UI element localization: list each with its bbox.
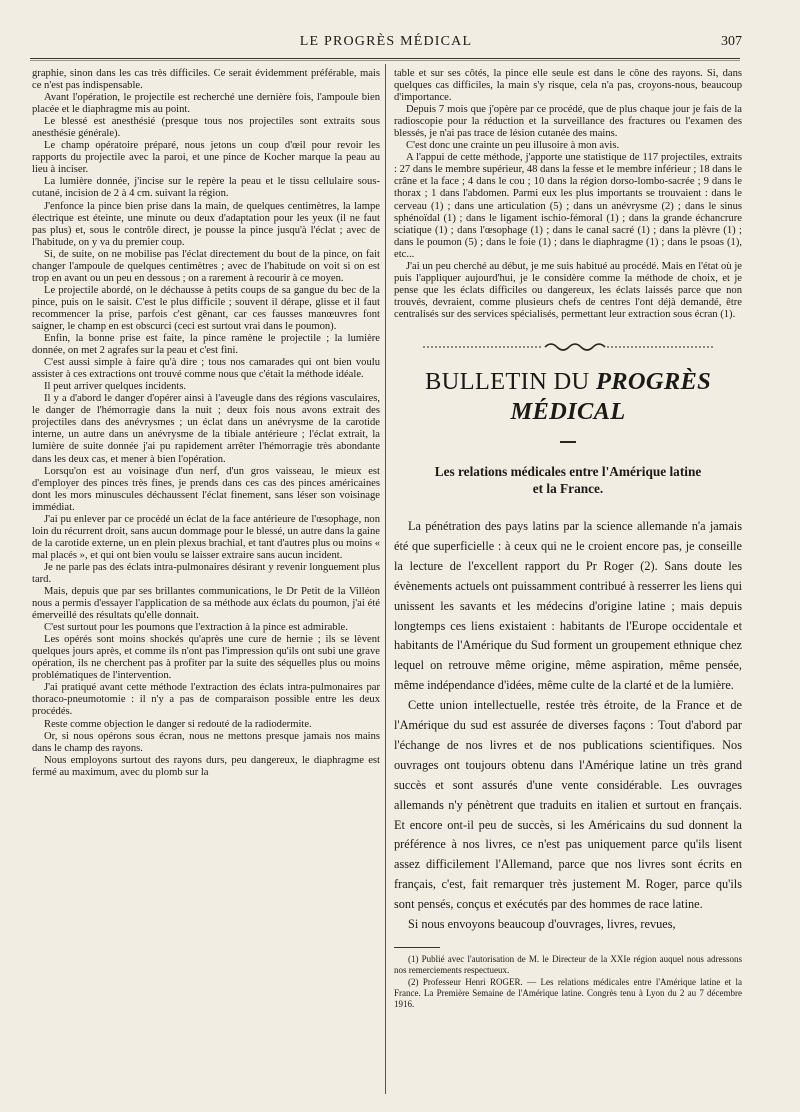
article-paragraph: La pénétration des pays latins par la science allemande n'a jamais été que superficielle : à ceux qui ne le croient encore pas, je conseille la lecture de l'excellent rapport du Pr Roger (2). Sans doute les évènements actuels ont puissamment contribué à resserrer les liens qui unissent les savants et les médecins d'origine latine ; mais depuis longtemps ces liens existaient : habitants de l'Europe occidentale et habitants de l'Amérique du Sud forment un groupement ethnique chez lequel on retrouve même origine, même aspiration, même pensée, même indépendance d'idées, même culte de la clarté et de la lumière.	[394, 518, 742, 693]
title-dash	[560, 441, 576, 443]
ornamental-separator	[394, 341, 742, 355]
paragraph: J'ai pratiqué avant cette méthode l'extraction des éclats intra-pulmonaires par thoraco-pneumotomie : il n'y a pas de comparaison possible entre les deux procédés.	[32, 682, 380, 718]
footnote: (1) Publié avec l'autorisation de M. le Directeur de la XXIe région auquel nous adressons nos remerciements respectueux.	[394, 954, 742, 976]
footnote: (2) Professeur Henri ROGER. — Les relations médicales entre l'Amérique latine et la France. La Première Semaine de l'Amérique latine. Congrès tenu à Lyon du 2 au 7 décembre 1916.	[394, 976, 742, 1010]
paragraph: J'ai pu enlever par ce procédé un éclat de la face antérieure de l'œsophage, non loin du récurrent droit, sans aucun dommage pour le blessé, un autre dans la gaine de la carotide externe, un en plein plexus brachial, et tant d'autres plus ou moins « mal placés », et qui ont bien voulu se laisser extraire sans aucun incident.	[32, 513, 380, 561]
paragraph: Reste comme objection le danger si redouté de la radiodermite.	[44, 718, 312, 730]
paragraph: Les opérés sont moins shockés qu'après une cure de hernie ; ils se lèvent quelques jours après, et comme ils n'ont pas l'impression qu'ils ont subi une grave opération, ils ne cherchent pas à profiter par la suite des séquelles plus ou moins problématiques de l'intervention.	[32, 634, 380, 682]
paragraph: Le projectile abordé, on le déchausse à petits coups de sa gangue du bec de la pince, puis on le saisit. C'est le plus difficile ; souvent il dérape, glisse et il faut recommencer la prise, parfois c'est gênant, car ces fausses manœuvres font saigner, le champ en est obscurci (ceci est surtout vrai dans le poumon).	[32, 284, 380, 332]
page-header	[30, 32, 742, 54]
running-title: LE PROGRÈS MÉDICAL	[299, 34, 473, 49]
paragraph: Si, de suite, on ne mobilise pas l'éclat directement du bout de la pince, on fait changer l'ampoule de quelques centimètres ; avec de l'habitude on voit si on est trop en avant ou un peu en dessous ; on a rarement à recourir à ce moyen.	[32, 248, 380, 284]
header-rule	[30, 58, 740, 61]
article-title	[394, 463, 742, 497]
article-paragraph: Cette union intellectuelle, restée très étroite, de la France et de l'Amérique du sud est assurée de diverses façons : Tout d'abord par l'échange de nos livres et de nos publications scientifiques. Nos ouvrages ont toujours obtenu dans l'Amérique latine un très grand succès et sont assurés d'une vente considérable. Les ouvrages allemands n'y pénètrent que traduits en italien et surtout en français. Et encore ont-il peu de succès, si les Américains du sud donnent la préférence à nos livres, ce n'est pas uniquement parce qu'ils lisent assez difficilement l'Allemand, parce que nos livres sont écrits en français, c'est, fait remarquer très justement M. Roger, parce qu'ils sont pensés, conçus et exécutés par des hommes de race latine.	[394, 698, 742, 912]
paragraph: Il peut arriver quelques incidents.	[44, 381, 187, 393]
right-column	[394, 68, 742, 1011]
article-paragraph: Si nous envoyons beaucoup d'ouvrages, livres, revues,	[408, 917, 676, 932]
paragraph: A l'appui de cette méthode, j'apporte une statistique de 117 projectiles, extraits : 27 dans le membre supérieur, 48 dans la fesse et le membre inférieur ; 18 dans le crâne et la face ; 4 dans le cou ; 10 dans la région dorso-lombo-sacrée ; 9 dans le thorax ; 1 dans l'abdomen. Parmi eux les plus importants se trouvaient : dans le cerveau (1) ; dans une articulation (5) ; dans un anévrysme (2) ; dans le sinus sphénoïdal (1) ; dans le ligament ischio-fémoral (1) ; dans la grande échancrure sciatique (1) ; dans l'œsophage (1) ; dans le canal sacré (1) ; dans la plèvre (1) ; dans le poumon (5) ; dans le foie (1) ; dans le diaphragme (1) ; dans le psoas (1), etc...	[394, 152, 742, 260]
paragraph: J'enfonce la pince bien prise dans la main, de quelques centimètres, la lampe électrique est éteinte, une minute ou deux d'adaptation pour les yeux (il ne faut pas plus) et, sous le contrôle direct, je pousse la pince jusqu'à l'éclat ; avec de l'habitude, on y va du premier coup.	[32, 200, 380, 248]
paragraph: Mais, depuis que par ses brillantes communications, le Dr Petit de la Villéon nous a permis d'essayer l'application de sa méthode aux éclats du poumon, j'ai été émerveillé des résultats qu'elle donnait.	[32, 586, 380, 622]
bulletin-heading	[394, 367, 742, 427]
paragraph: C'est aussi simple à faire qu'à dire ; tous nos camarades qui ont bien voulu assister à ces extractions ont trouvé comme nous que c'était la méthode idéale.	[32, 357, 380, 381]
left-column	[32, 68, 380, 779]
paragraph: C'est surtout pour les poumons que l'extraction à la pince est admirable.	[44, 622, 348, 634]
bulletin-heading-emphasis: PROGRÈS MÉDICAL	[510, 367, 712, 425]
paragraph: Avant l'opération, le projectile est recherché une dernière fois, l'ampoule bien placée et le diaphragme mis au point.	[32, 92, 380, 116]
footnote-rule	[394, 947, 440, 948]
paragraph: Depuis 7 mois que j'opère par ce procédé, que de plus chaque jour je fais de la radioscopie pour la réduction et la surveillance des fractures ou l'examen des blessés, je n'ai pas trace de lésion cutanée des mains.	[394, 104, 742, 140]
paragraph: Nous employons surtout des rayons durs, peu dangereux, le diaphragme est fermé au maximum, avec du plomb sur la	[32, 754, 380, 778]
paragraph: Le champ opératoire préparé, nous jetons un coup d'œil pour revoir les rapports du projectile avec la paroi, et une pince de Kocher marque la peau au lieu à inciser.	[32, 140, 380, 176]
paragraph: graphie, sinon dans les cas très difficiles. Ce serait évidemment préférable, mais ce n'est pas indispensable.	[32, 68, 380, 92]
article-title-line-1: Les relations médicales entre l'Amérique latine	[434, 463, 702, 479]
paragraph: Enfin, la bonne prise est faite, la pince ramène le projectile ; la lumière donnée, on met 2 agrafes sur la peau et c'est fini.	[32, 333, 380, 357]
paragraph: Or, si nous opérons sous écran, nous ne mettons presque jamais nos mains dans le champ des rayons.	[32, 730, 380, 754]
ornament-graphic	[423, 341, 713, 353]
paragraph: Lorsqu'on est au voisinage d'un nerf, d'un gros vaisseau, le mieux est d'employer des pinces très fines, je prends dans ces cas des pinces américaines dont les mors minuscules déchaussent l'éclat finement, sans léser son voisinage immédiat.	[32, 465, 380, 513]
paragraph: Il y a d'abord le danger d'opérer ainsi à l'aveugle dans des régions vasculaires, le danger de l'hémorragie dans la nuit ; deux fois nous avons extrait des projectiles dans des anévrysmes ; un éclat dans un anévrysme de la carotide interne, un autre dans un anévrysme de la tibiale antérieure ; l'éclat extrait, la lumière de suite donnée j'ai pu rapidement arrêter l'hémorragie très abondante dans les deux cas, et mener à bien l'opération.	[32, 393, 380, 465]
column-divider	[385, 64, 386, 1094]
bulletin-heading-prefix: BULLETIN DU	[424, 367, 596, 395]
page-number: 307	[721, 34, 742, 49]
paragraph: La lumière donnée, j'incise sur le repère la peau et le tissu cellulaire sous-cutané, incision de 2 à 4 cm. suivant la région.	[32, 176, 380, 200]
paragraph: Le blessé est anesthésié (presque tous nos projectiles sont extraits sous anesthésie générale).	[32, 116, 380, 140]
article-title-line-2: et la France.	[532, 480, 604, 496]
paragraph: table et sur ses côtés, la pince elle seule est dans le cône des rayons. Si, dans quelques cas difficiles, la main s'y risque, cela n'a pas, croyons-nous, beaucoup d'importance.	[394, 68, 742, 104]
paragraph: Je ne parle pas des éclats intra-pulmonaires désirant y revenir longuement plus tard.	[32, 561, 380, 585]
paragraph: J'ai un peu cherché au début, je me suis habitué au procédé. Mais en l'état où je puis l'appliquer aujourd'hui, je le considère comme la méthode de choix, et je pense que les éclats difficiles ou dangereux, les éclats laissés parce que non trouvés, devraient, comme plusieurs chefs de centres l'ont déjà demandé, être centralisés sur des services spécialisés, permettant leur extraction sous écran (1).	[394, 260, 742, 320]
paragraph: C'est donc une crainte un peu illusoire à mon avis.	[406, 140, 620, 152]
